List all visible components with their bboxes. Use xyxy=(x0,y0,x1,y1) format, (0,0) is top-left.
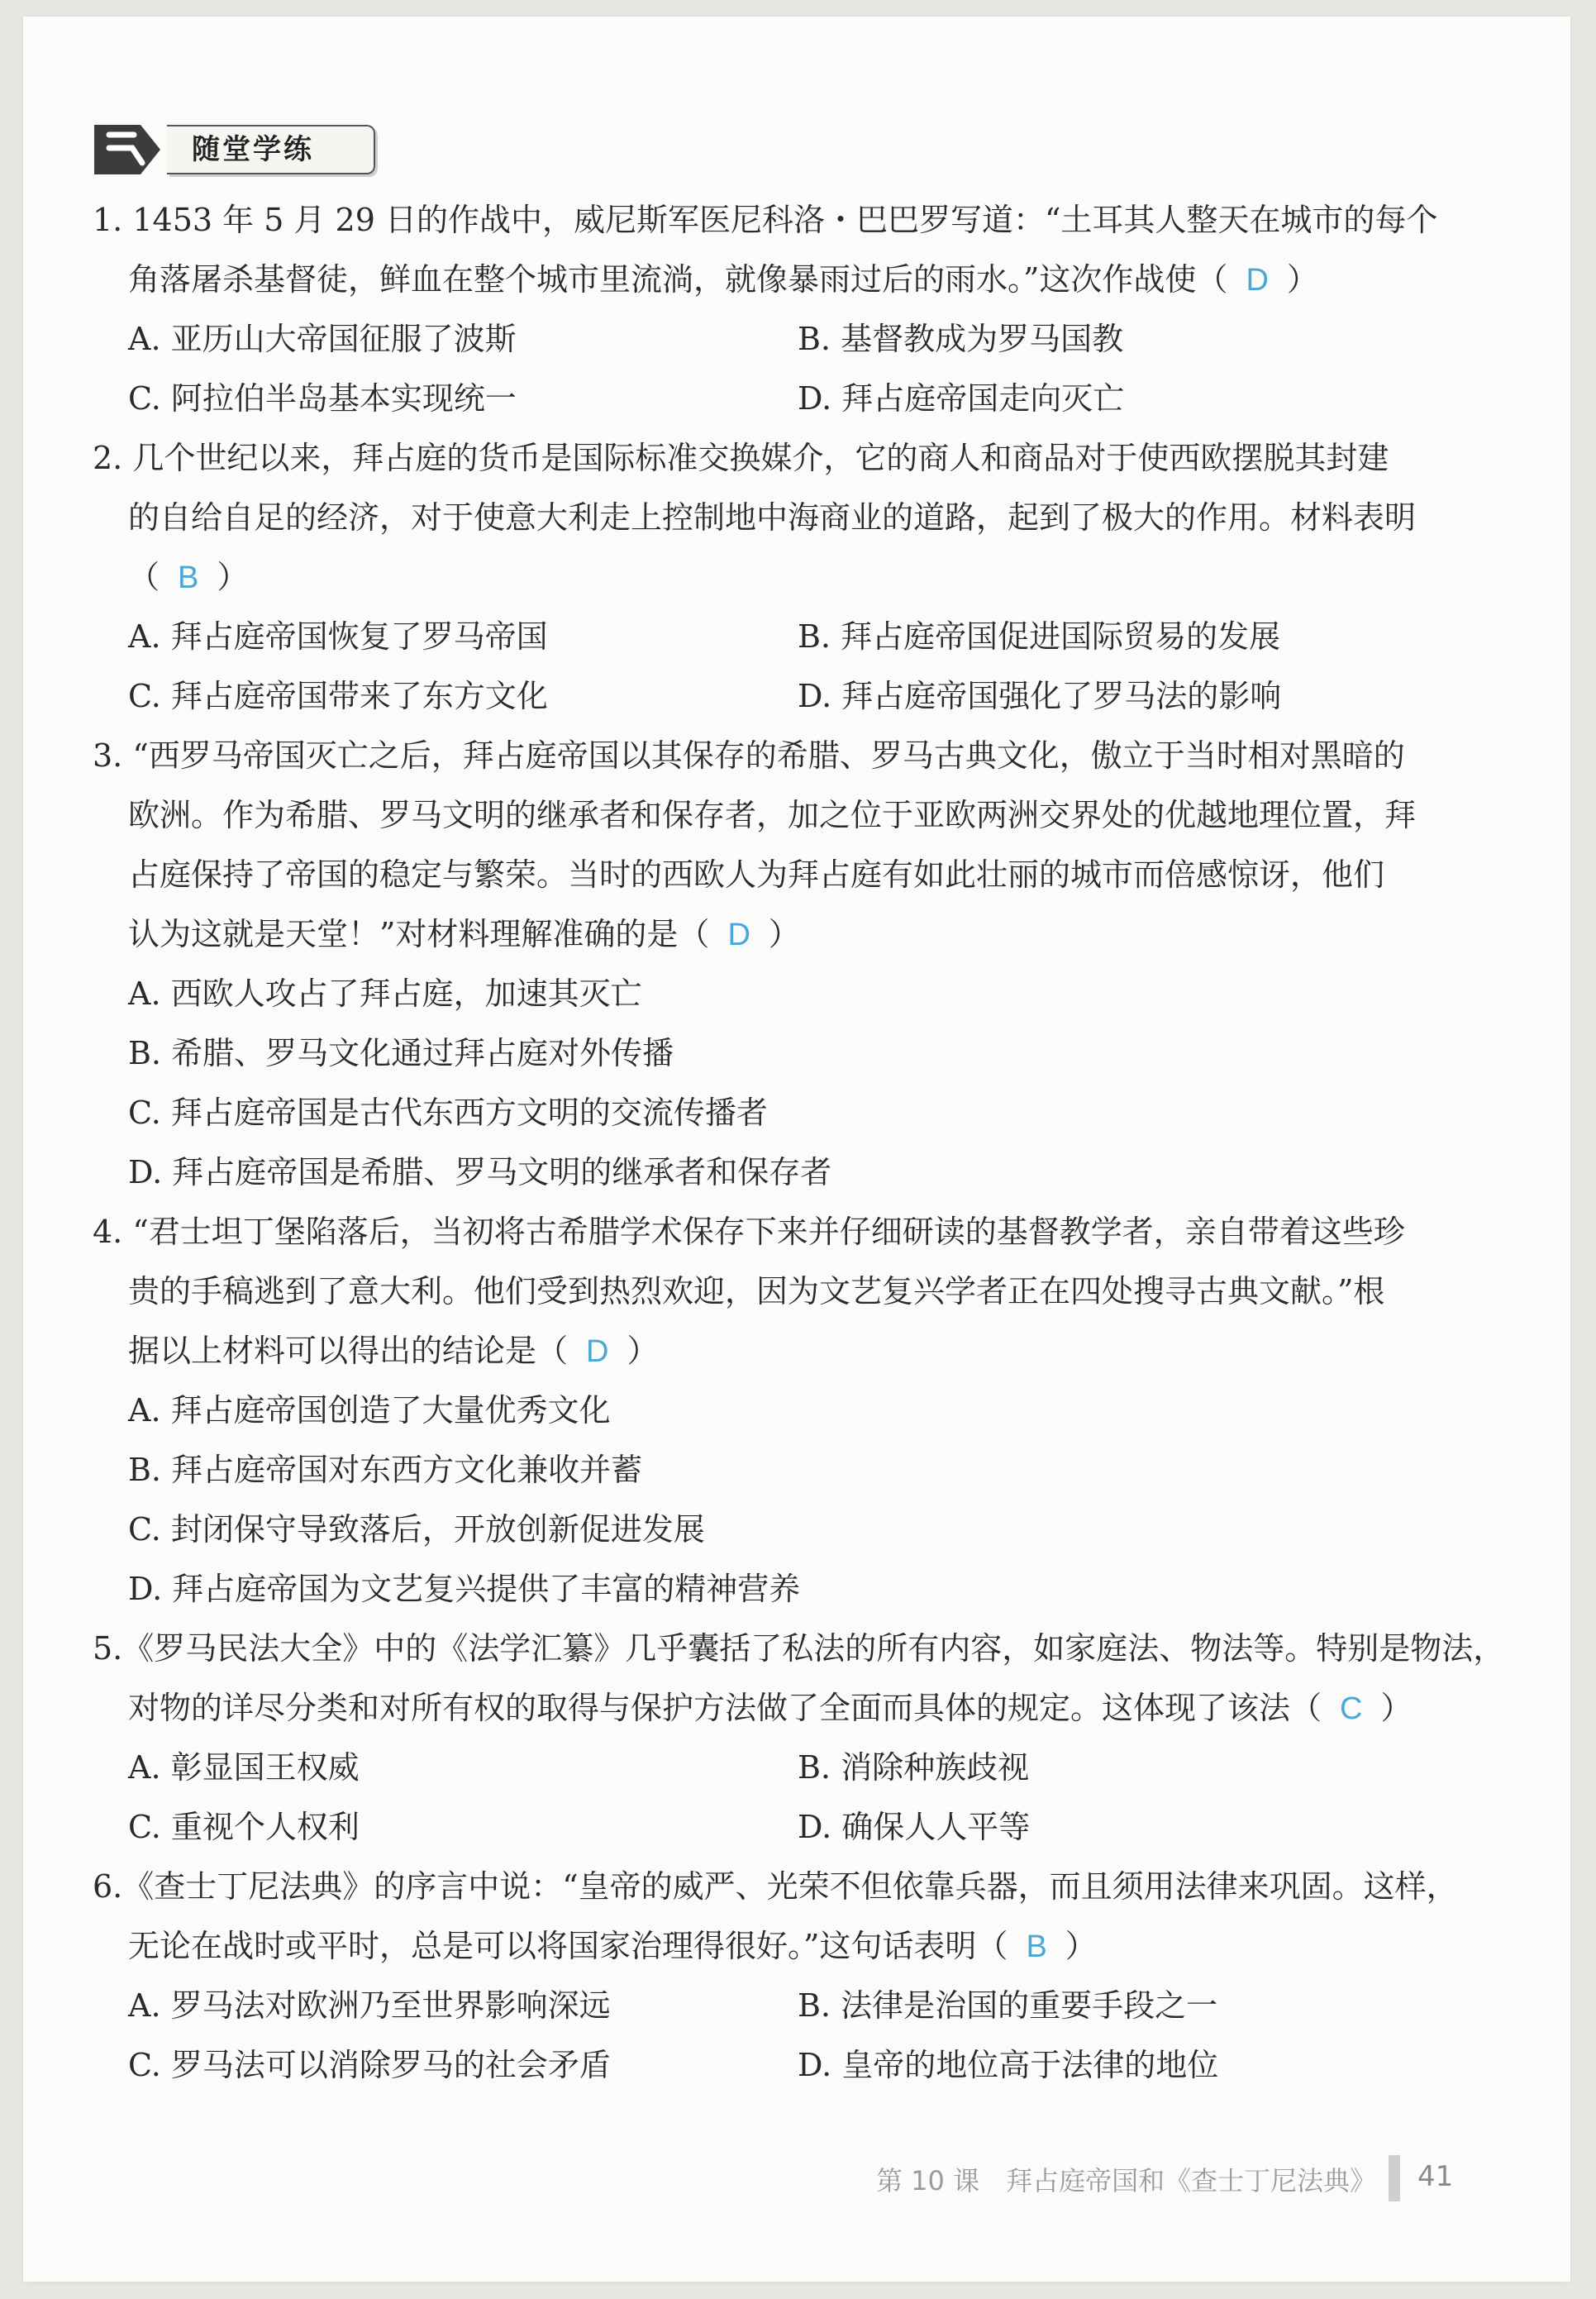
q1-option-b: B. 基督教成为罗马国教 xyxy=(798,321,1124,357)
section-title: 随堂学练 xyxy=(167,125,375,174)
q5-line-1: 5.《罗马民法大全》中的《法学汇纂》几乎囊括了私法的所有内容，如家庭法、物法等。特别是物法， xyxy=(93,1630,1505,1667)
q1-option-c: C. 阿拉伯半岛基本实现统一 xyxy=(128,380,517,417)
q4-option-b: B. 拜占庭帝国对东西方文化兼收并蓄 xyxy=(128,1452,643,1488)
q1-line-2: 角落屠杀基督徒，鲜血在整个城市里流淌，就像暴雨过后的雨水。”这次作战使（ D ） xyxy=(128,261,1318,298)
q3-line-3: 占庭保持了帝国的稳定与繁荣。当时的西欧人为拜占庭有如此壮丽的城市而倍感惊讶，他们 xyxy=(128,856,1385,893)
q4-line-2: 贵的手稿逃到了意大利。他们受到热烈欢迎，因为文艺复兴学者正在四处搜寻古典文献。”根 xyxy=(128,1273,1385,1309)
q6-line-1: 6.《查士丁尼法典》的序言中说：“皇帝的威严、光荣不但依靠兵器，而且须用法律来巩固。这样， xyxy=(93,1868,1458,1905)
q2-line-3: （ B ） xyxy=(128,559,249,595)
page-footer xyxy=(876,2155,1471,2201)
q2-option-c: C. 拜占庭帝国带来了东方文化 xyxy=(128,678,548,714)
q3-option-d: D. 拜占庭帝国是希腊、罗马文明的继承者和保存者 xyxy=(128,1154,832,1190)
section-icon xyxy=(91,120,165,179)
q2-line-1: 2. 几个世纪以来，拜占庭的货币是国际标准交换媒介，它的商人和商品对于使西欧摆脱其封建 xyxy=(93,440,1389,476)
q2-option-b: B. 拜占庭帝国促进国际贸易的发展 xyxy=(798,618,1281,655)
q4-line-1: 4. “君士坦丁堡陷落后，当初将古希腊学术保存下来并仔细研读的基督教学者，亲自带着这些珍 xyxy=(93,1214,1405,1250)
q6-line-2: 无论在战时或平时，总是可以将国家治理得很好。”这句话表明（ B ） xyxy=(128,1928,1097,1964)
q5-option-a: A. 彰显国王权威 xyxy=(128,1749,360,1786)
q6-option-b: B. 法律是治国的重要手段之一 xyxy=(798,1987,1218,2024)
q3-option-b: B. 希腊、罗马文化通过拜占庭对外传播 xyxy=(128,1035,674,1071)
section-header xyxy=(91,118,355,181)
q3-line-4: 认为这就是天堂！”对材料理解准确的是（ D ） xyxy=(128,916,800,952)
footer-lesson-title: 第 10 课 拜占庭帝国和《查士丁尼法典》 xyxy=(876,2165,1377,2196)
q5-option-d: D. 确保人人平等 xyxy=(798,1809,1031,1845)
q6-answer: B xyxy=(1026,1929,1047,1964)
q2-option-d: D. 拜占庭帝国强化了罗马法的影响 xyxy=(798,678,1282,714)
q4-option-c: C. 封闭保守导致落后，开放创新促进发展 xyxy=(128,1511,705,1548)
q3-answer: D xyxy=(727,918,750,952)
q3-option-a: A. 西欧人攻占了拜占庭，加速其灭亡 xyxy=(128,975,642,1012)
q2-option-a: A. 拜占庭帝国恢复了罗马帝国 xyxy=(128,618,548,655)
q1-option-a: A. 亚历山大帝国征服了波斯 xyxy=(128,321,517,357)
page-number: 41 xyxy=(1417,2160,1454,2193)
q3-line-2: 欧洲。作为希腊、罗马文明的继承者和保存者，加之位于亚欧两洲交界处的优越地理位置，拜 xyxy=(128,797,1417,833)
q4-answer: D xyxy=(586,1334,609,1369)
q1-answer: D xyxy=(1246,263,1269,298)
q5-option-c: C. 重视个人权利 xyxy=(128,1809,360,1845)
footer-divider xyxy=(1389,2155,1400,2201)
q1-line-1: 1. 1453 年 5 月 29 日的作战中，威尼斯军医尼科洛・巴巴罗写道：“土耳其人整天在城市的每个 xyxy=(93,202,1438,238)
q3-line-1: 3. “西罗马帝国灭亡之后，拜占庭帝国以其保存的希腊、罗马古典文化，傲立于当时相对黑暗的 xyxy=(93,737,1405,774)
q6-option-a: A. 罗马法对欧洲乃至世界影响深远 xyxy=(128,1987,611,2024)
q6-option-d: D. 皇帝的地位高于法律的地位 xyxy=(798,2047,1219,2083)
q1-option-d: D. 拜占庭帝国走向灭亡 xyxy=(798,380,1125,417)
q5-option-b: B. 消除种族歧视 xyxy=(798,1749,1030,1786)
q6-option-c: C. 罗马法可以消除罗马的社会矛盾 xyxy=(128,2047,611,2083)
q3-option-c: C. 拜占庭帝国是古代东西方文明的交流传播者 xyxy=(128,1095,768,1131)
q2-answer: B xyxy=(178,560,199,595)
q5-answer: C xyxy=(1340,1691,1363,1726)
q4-option-d: D. 拜占庭帝国为文艺复兴提供了丰富的精神营养 xyxy=(128,1571,801,1607)
q4-line-3: 据以上材料可以得出的结论是（ D ） xyxy=(128,1333,659,1369)
q2-line-2: 的自给自足的经济，对于使意大利走上控制地中海商业的道路，起到了极大的作用。材料表明 xyxy=(128,499,1417,536)
q4-option-a: A. 拜占庭帝国创造了大量优秀文化 xyxy=(128,1392,611,1429)
q5-line-2: 对物的详尽分类和对所有权的取得与保护方法做了全面而具体的规定。这体现了该法（ C ） xyxy=(128,1690,1413,1726)
